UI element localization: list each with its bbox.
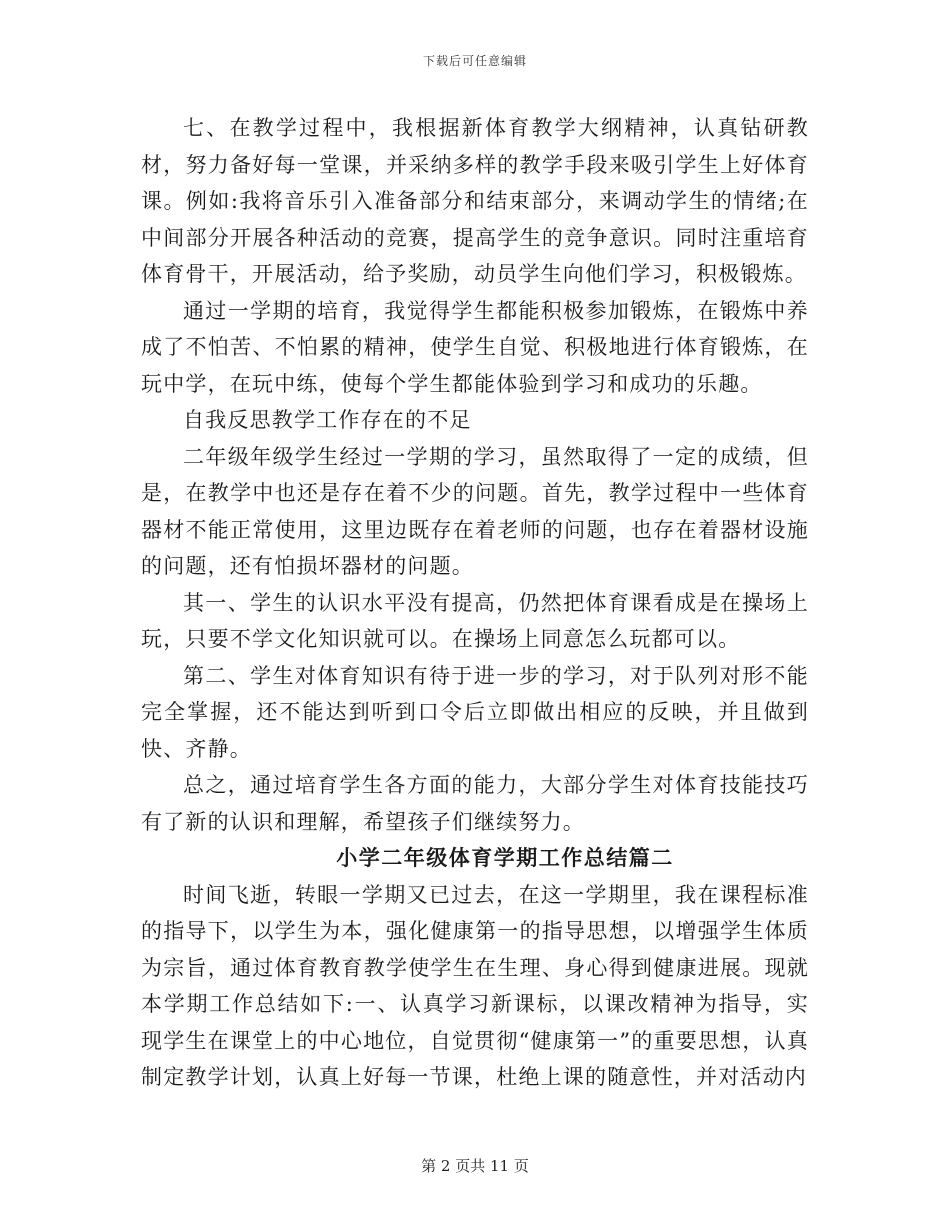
paragraph-3: 自我反思教学工作存在的不足 [183,408,472,432]
paragraph-1: 七、在教学过程中，我根据新体育教学大纲精神，认真钻研教材，努力备好每一堂课，并采纳多样的教学手段来吸引学生上好体育课。例如:我将音乐引入准备部分和结束部分，来调动学生的情绪;在中间部分开展各种活动的竞赛，提高学生的竞争意识。同时注重培育体育骨干，开展活动，给予奖励，动员学生向他们学习，积极锻炼。 [141,116,809,286]
page-number: 第 2 页共 11 页 [421,1157,529,1175]
paragraph-7: 总之，通过培育学生各方面的能力，大部分学生对体育技能技巧有了新的认识和理解，希望孩子们继续努力。 [141,773,809,834]
section-title: 小学二年级体育学期工作总结篇二 [336,845,674,870]
paragraph-4: 二年级年级学生经过一学期的学习，虽然取得了一定的成绩，但是，在教学中也还是存在着不少的问题。首先，教学过程中一些体育器材不能正常使用，这里边既存在着老师的问题，也存在着器材设施的问题，还有怕损坏器材的问题。 [141,444,809,578]
paragraph-2: 通过一学期的培育，我觉得学生都能积极参加锻炼，在锻炼中养成了不怕苦、不怕累的精神，使学生自觉、积极地进行体育锻炼，在玩中学，在玩中练，使每个学生都能体验到学习和成功的乐趣。 [141,298,809,396]
section-paragraph-1: 时间飞逝，转眼一学期又已过去，在这一学期里，我在课程标准的指导下，以学生为本，强化健康第一的指导思想，以增强学生体质为宗旨，通过体育教育教学使学生在生理、身心得到健康进展。现就本学期工作总结如下:一、认真学习新课标，以课改精神为指导，实现学生在课堂上的中心地位，自觉贯彻“健康第一”的重要思想，认真制定教学计划，认真上好每一节课，杜绝上课的随意性，并对活动内 [141,882,809,1089]
paragraph-5: 其一、学生的认识水平没有提高，仍然把体育课看成是在操场上玩，只要不学文化知识就可以。在操场上同意怎么玩都可以。 [141,590,809,651]
page-header: 下载后可任意编辑 [422,54,527,68]
paragraph-6: 第二、学生对体育知识有待于进一步的学习，对于队列对形不能完全掌握，还不能达到听到口令后立即做出相应的反映，并且做到快、齐静。 [141,663,809,761]
document-body [141,110,809,1096]
